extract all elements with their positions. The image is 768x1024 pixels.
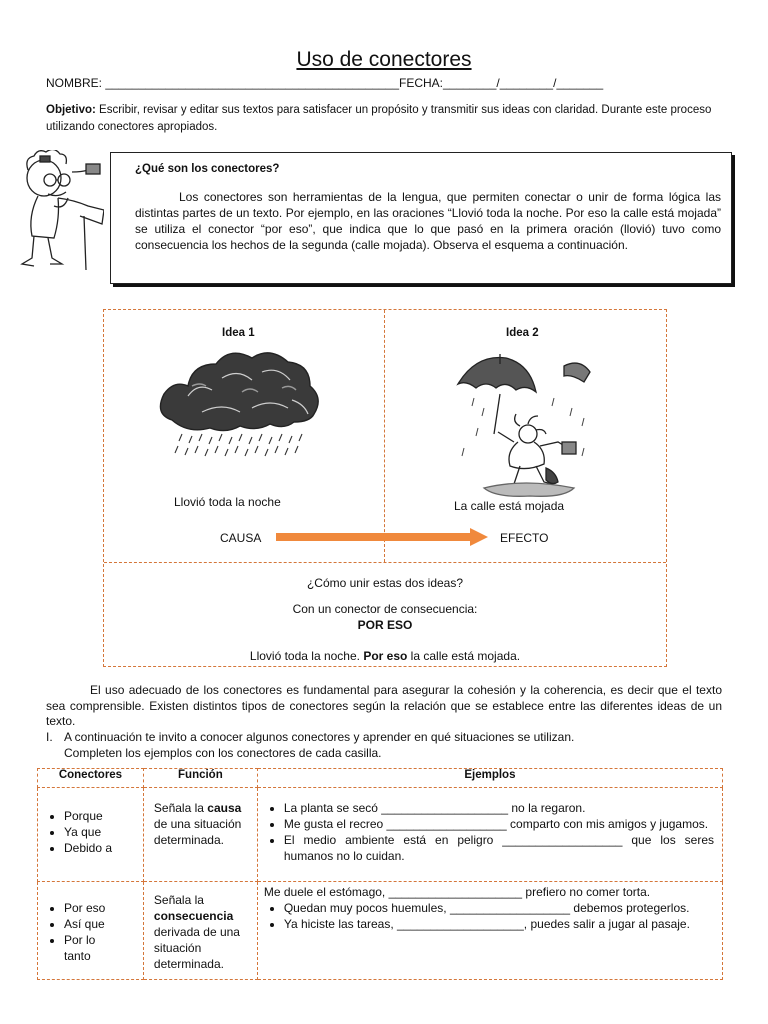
- header-funcion: Función: [143, 769, 257, 788]
- instruction-line2: Completen los ejemplos con los conectores de cada casilla.: [64, 745, 382, 760]
- instruction-number: I.: [46, 730, 53, 744]
- girl-with-umbrella-illustration: [444, 338, 604, 503]
- box-text: Los conectores son herramientas de la lengua, que permiten conectar o unir de forma lógica las distintas partes de un texto. Por ejemplo, en las oraciones “Llovió toda la noche. Por eso la calle está mojada” se utiliza el conector “por eso”, que indica que lo que pasó en la primera oración (llovió) tuvo como consecuencia los hechos de la segunda (calle mojada). Observa el esquema a continuación.: [135, 190, 721, 252]
- connector-por-eso: POR ESO: [357, 618, 413, 632]
- header-conectores: Conectores: [38, 769, 144, 788]
- instruction-line1: A continuación te invito a conocer algunos conectores y aprender en qué situaciones se utilizan.: [64, 730, 575, 744]
- function-key: consecuencia: [153, 909, 234, 923]
- diagram-horizontal-divider: [104, 562, 666, 563]
- function-cell: [143, 882, 257, 980]
- idea2-title: Idea 2: [506, 327, 539, 339]
- example-connector: Por eso: [363, 649, 408, 663]
- function-pre: Señala la: [153, 893, 204, 907]
- function-post: derivada de una situación determinada.: [153, 925, 240, 971]
- connector-item: • Porque: [64, 808, 143, 824]
- function-post: de una situación determinada.: [153, 817, 242, 847]
- example-part2: la calle está mojada.: [407, 649, 521, 663]
- cause-label: CAUSA: [220, 531, 262, 545]
- rain-cloud-illustration: [152, 342, 332, 462]
- idea2-caption: La calle está mojada: [454, 499, 565, 513]
- example-lead: Me duele el estómago, ____________________ prefiero no comer torta.: [263, 885, 651, 899]
- connectors-cell: [38, 882, 144, 980]
- example-item: • La planta se secó ___________________ no la regaron.: [284, 800, 714, 816]
- example-item: • Quedan muy pocos huemules, __________________ debemos protegerlos.: [284, 900, 714, 916]
- connector-item: • Debido a: [64, 840, 143, 856]
- cause-effect-arrow: [276, 528, 488, 546]
- examples-cell: [257, 882, 722, 980]
- how-join-question: ¿Cómo unir estas dos ideas?: [306, 576, 464, 590]
- connectors-cell: [38, 788, 144, 882]
- connectors-table: [37, 768, 723, 980]
- instruction: [46, 730, 722, 761]
- example-part1: Llovió toda la noche.: [249, 649, 364, 663]
- function-key: causa: [207, 801, 242, 815]
- table-row: [38, 882, 723, 980]
- example-item: • El medio ambiente está en peligro __________________ que los seres humanos no lo cuidan.: [284, 832, 714, 864]
- function-pre: Señala la: [153, 801, 208, 815]
- table-header-row: [38, 769, 723, 788]
- objective-label: Objetivo:: [46, 104, 96, 116]
- page-title: Uso de conectores: [296, 48, 472, 71]
- connector-item: • Por eso: [64, 900, 143, 916]
- idea1-title: Idea 1: [222, 327, 255, 339]
- objective: [46, 102, 724, 136]
- diagram-vertical-divider: [384, 310, 385, 562]
- box-question: ¿Qué son los conectores?: [135, 163, 280, 175]
- connector-intro: Con un conector de consecuencia:: [292, 602, 478, 616]
- header-ejemplos: Ejemplos: [257, 769, 722, 788]
- connector-item: • Ya que: [64, 824, 143, 840]
- example-item: • Me gusta el recreo __________________ comparto con mis amigos y jugamos.: [284, 816, 714, 832]
- example-item: • Ya hiciste las tareas, ___________________, puedes salir a jugar al pasaje.: [284, 916, 714, 932]
- objective-text: Escribir, revisar y editar sus textos para satisfacer un propósito y transmitir sus ideas con claridad. Durante este proceso utilizando conectores apropiados.: [46, 104, 712, 133]
- function-cell: [143, 788, 257, 882]
- name-date-line: NOMBRE: ____________________________________________FECHA:________/________/_______: [46, 76, 604, 90]
- connector-item: • Por lo tanto: [64, 932, 114, 964]
- table-row: [38, 788, 723, 882]
- examples-cell: [257, 788, 722, 882]
- cause-effect-diagram: [103, 309, 667, 667]
- thinking-student-illustration: [14, 150, 104, 275]
- idea1-caption: Llovió toda la noche: [174, 495, 281, 509]
- effect-label: EFECTO: [500, 531, 549, 545]
- connector-item: • Así que: [64, 916, 143, 932]
- joined-example: [104, 649, 666, 663]
- what-are-connectors-box: [110, 152, 732, 284]
- cohesion-paragraph: El uso adecuado de los conectores es fundamental para asegurar la cohesión y la coherencia, es decir que el texto sea comprensible. Existen distintos tipos de conectores según la relación que se establece entre las diferentes ideas de un texto.: [46, 683, 722, 728]
